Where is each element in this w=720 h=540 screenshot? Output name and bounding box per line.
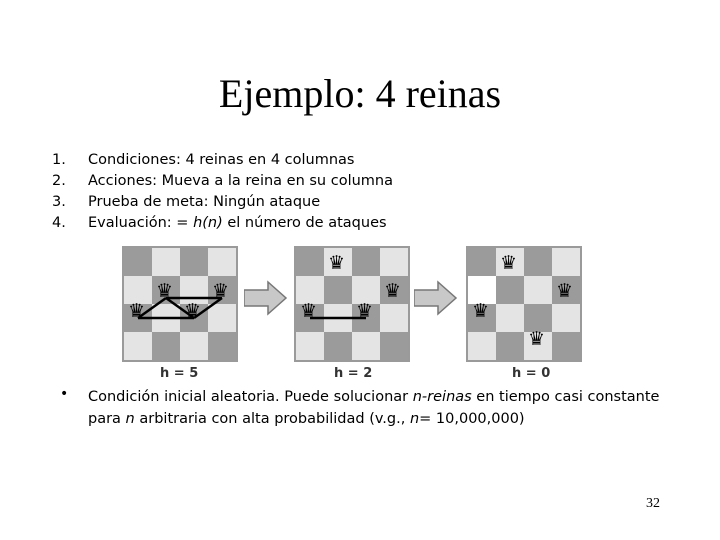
queen-icon: ♛ bbox=[500, 252, 518, 274]
item-text: Evaluación: = h(n) el número de ataques bbox=[88, 215, 387, 231]
bullet-text: Condición inicial aleatoria. Puede solucionar n-reinas en tiempo casi constante para n arbitraria con alta probabilidad (v.g., n= 10,000,000) bbox=[88, 389, 660, 427]
heuristic-label: h = 5 bbox=[160, 366, 199, 381]
queen-icon: ♛ bbox=[472, 300, 490, 322]
item-number: 1. bbox=[52, 152, 66, 168]
item-text: Condiciones: 4 reinas en 4 columnas bbox=[88, 152, 355, 168]
queen-icon: ♛ bbox=[328, 252, 346, 274]
queens-boards-figure bbox=[0, 240, 720, 380]
list-item bbox=[52, 213, 393, 234]
right-arrow-icon bbox=[414, 280, 458, 316]
queen-icon: ♛ bbox=[184, 300, 202, 322]
queen-icon: ♛ bbox=[384, 280, 402, 302]
queen-icon: ♛ bbox=[156, 280, 174, 302]
queen-icon: ♛ bbox=[556, 280, 574, 302]
item-number: 4. bbox=[52, 215, 66, 231]
item-text: Prueba de meta: Ningún ataque bbox=[88, 194, 321, 210]
bullet-icon: • bbox=[60, 386, 69, 402]
item-number: 2. bbox=[52, 173, 66, 189]
item-number: 3. bbox=[52, 194, 66, 210]
numbered-list bbox=[52, 150, 393, 234]
list-item bbox=[52, 150, 393, 171]
queen-icon: ♛ bbox=[128, 300, 146, 322]
heuristic-label: h = 0 bbox=[512, 366, 551, 381]
right-arrow-icon bbox=[244, 280, 288, 316]
list-item bbox=[52, 192, 393, 213]
page-number: 32 bbox=[646, 496, 660, 511]
slide-title: Ejemplo: 4 reinas bbox=[218, 71, 502, 116]
queen-icon: ♛ bbox=[300, 300, 318, 322]
heuristic-label: h = 2 bbox=[334, 366, 373, 381]
queen-icon: ♛ bbox=[528, 328, 546, 350]
queen-icon: ♛ bbox=[356, 300, 374, 322]
queen-icon: ♛ bbox=[212, 280, 230, 302]
item-text: Acciones: Mueva a la reina en su columna bbox=[88, 173, 393, 189]
list-item bbox=[52, 171, 393, 192]
